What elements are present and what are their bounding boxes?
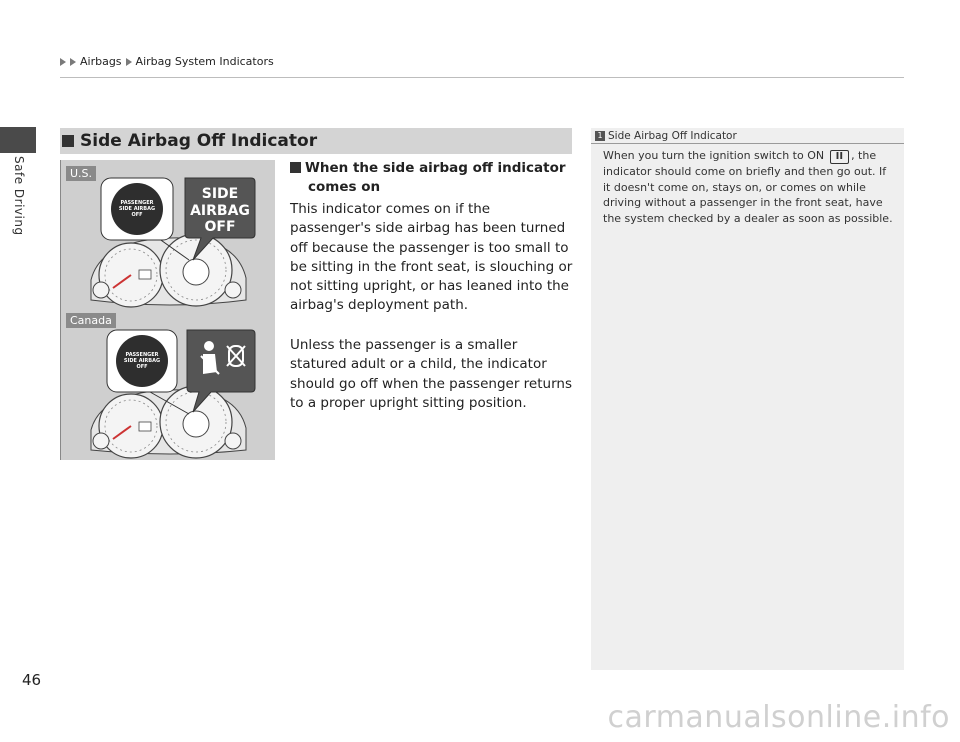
breadcrumb-arrow-icon (70, 58, 76, 66)
watermark: carmanualsonline.info (607, 700, 950, 735)
breadcrumb (60, 55, 274, 68)
note-text-before-key: When you turn the ignition switch to ON (603, 149, 825, 162)
note-number-badge: 1 (595, 131, 605, 141)
ignition-position-key: II (830, 150, 849, 164)
region-label-us: U.S. (66, 166, 96, 181)
subheading-square-icon (290, 162, 301, 173)
subheading (290, 159, 570, 197)
note-header (591, 128, 904, 144)
us-callout-line-1: SIDE (201, 186, 239, 202)
breadcrumb-item-airbags[interactable]: Airbags (80, 55, 122, 68)
region-label-canada: Canada (66, 313, 116, 328)
us-callout-line-2: AIRBAG (190, 203, 250, 219)
us-badge-line-1: PASSENGER (120, 200, 154, 206)
breadcrumb-arrow-icon (60, 58, 66, 66)
canada-badge-line-1: PASSENGER (125, 352, 159, 358)
cluster-illustration (61, 160, 276, 460)
note-text-after-key: , the indicator should come on briefly and then go out. If it doesn't come on, stays on, or comes on while driving without a passenger in the front seat, have the system checked by a dealer as soon as possible. (603, 149, 893, 225)
paragraph-2: Unless the passenger is a smaller statured adult or a child, the indicator should go off when the passenger returns to a proper upright sitting position. (290, 337, 572, 411)
heading-square-icon (62, 135, 74, 147)
us-badge-line-3: OFF (131, 212, 143, 218)
paragraph-1: This indicator comes on if the passenger's side airbag has been turned off because the passenger is too small to be sitting in the front seat, is slouching or not sitting upright, or has leaned into the airbag's deployment path. (290, 201, 573, 314)
instrument-cluster-figure (60, 160, 275, 460)
section-header (60, 128, 572, 154)
us-badge-line-2: SIDE AIRBAG (118, 206, 156, 212)
us-callout-line-3: OFF (204, 219, 236, 235)
subheading-line-2: comes on (308, 179, 381, 195)
note-title: Side Airbag Off Indicator (608, 129, 737, 142)
us-gauge-cluster (91, 178, 255, 307)
canada-gauge-cluster (91, 330, 255, 458)
note-body (603, 148, 895, 226)
section-tab (0, 127, 36, 153)
subheading-line-1: When the side airbag off indicator (305, 160, 566, 176)
header-rule (60, 77, 904, 78)
section-title: Side Airbag Off Indicator (80, 131, 318, 151)
breadcrumb-item-indicators[interactable]: Airbag System Indicators (135, 55, 274, 68)
canada-badge-line-3: OFF (136, 364, 148, 370)
canada-badge-line-2: SIDE AIRBAG (123, 358, 161, 364)
page-number: 46 (22, 671, 42, 689)
breadcrumb-arrow-icon (126, 58, 132, 66)
section-side-label: Safe Driving (12, 156, 26, 236)
